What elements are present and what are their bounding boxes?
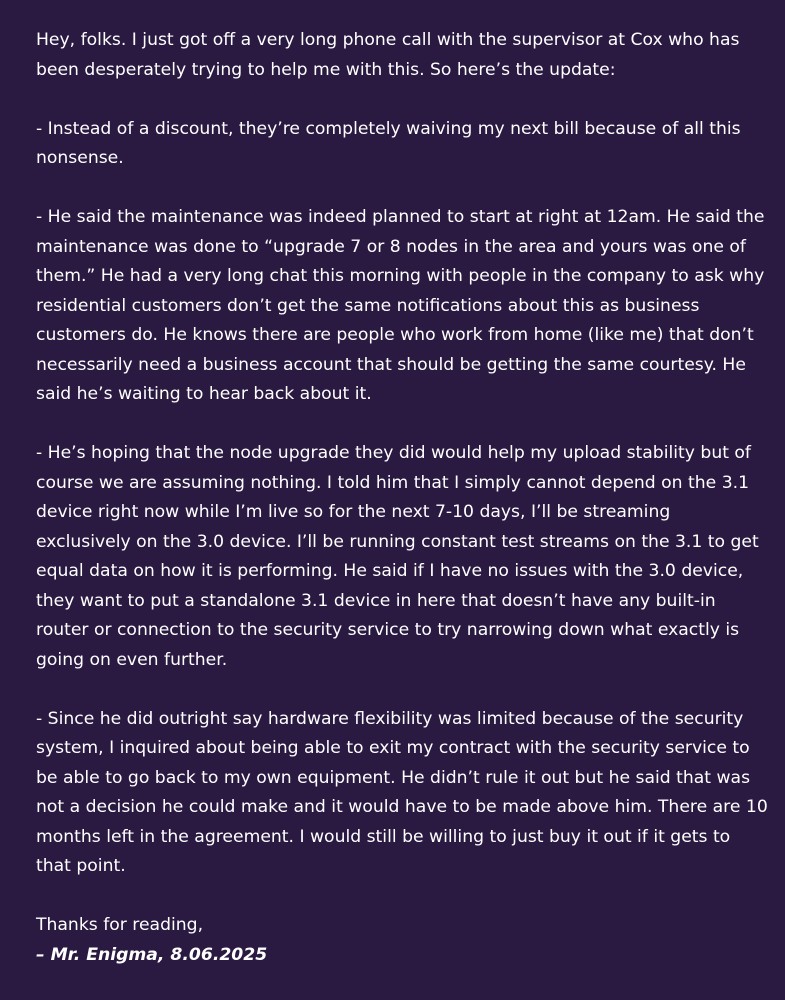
paragraph-contract: - Since he did outright say hardware flexibility was limited because of the security system, I inquired about being able to exit my contract with the security service to be able to go back to my own equipment. He didn’t rule it out but he said that was not a decision he could make and it would have to be made above him. There are 10 months left in the agreement. I would still be willing to just buy it out if it gets to that point. (36, 708, 768, 876)
paragraph-intro: Hey, folks. I just got off a very long phone call with the supervisor at Cox who has been desperately trying to help me with this. So here’s the update: (36, 30, 740, 80)
paragraph-node-upgrade: - He’s hoping that the node upgrade they did would help my upload stability but of course we are assuming nothing. I told him that I simply cannot depend on the 3.1 device right now while I’m live so for the next 7-10 days, I’ll be streaming exclusively on the 3.0 device. I’ll be running constant test streams on the 3.1 to get equal data on how it is performing. He said if I have no issues with the 3.0 device, they want to put a standalone 3.1 device in here that doesn’t have any built-in router or connection to the security service to try narrowing down what exactly is going on even further. (36, 443, 759, 670)
signature: – Mr. Enigma, 8.06.2025 (36, 944, 268, 965)
paragraph-bill-waiver: - Instead of a discount, they’re completely waiving my next bill because of all this nonsense. (36, 118, 741, 168)
closing-line: Thanks for reading, (36, 915, 204, 935)
paragraph-maintenance: - He said the maintenance was indeed planned to start at right at 12am. He said the maintenance was done to “upgrade 7 or 8 nodes in the area and yours was one of them.” He had a very long chat this morning with people in the company to ask why residential customers don’t get the same notifications about this as business customers do. He knows there are people who work from home (like me) that don’t necessarily need a business account that should be getting the same courtesy. He said he’s waiting to hear back about it. (36, 207, 765, 404)
